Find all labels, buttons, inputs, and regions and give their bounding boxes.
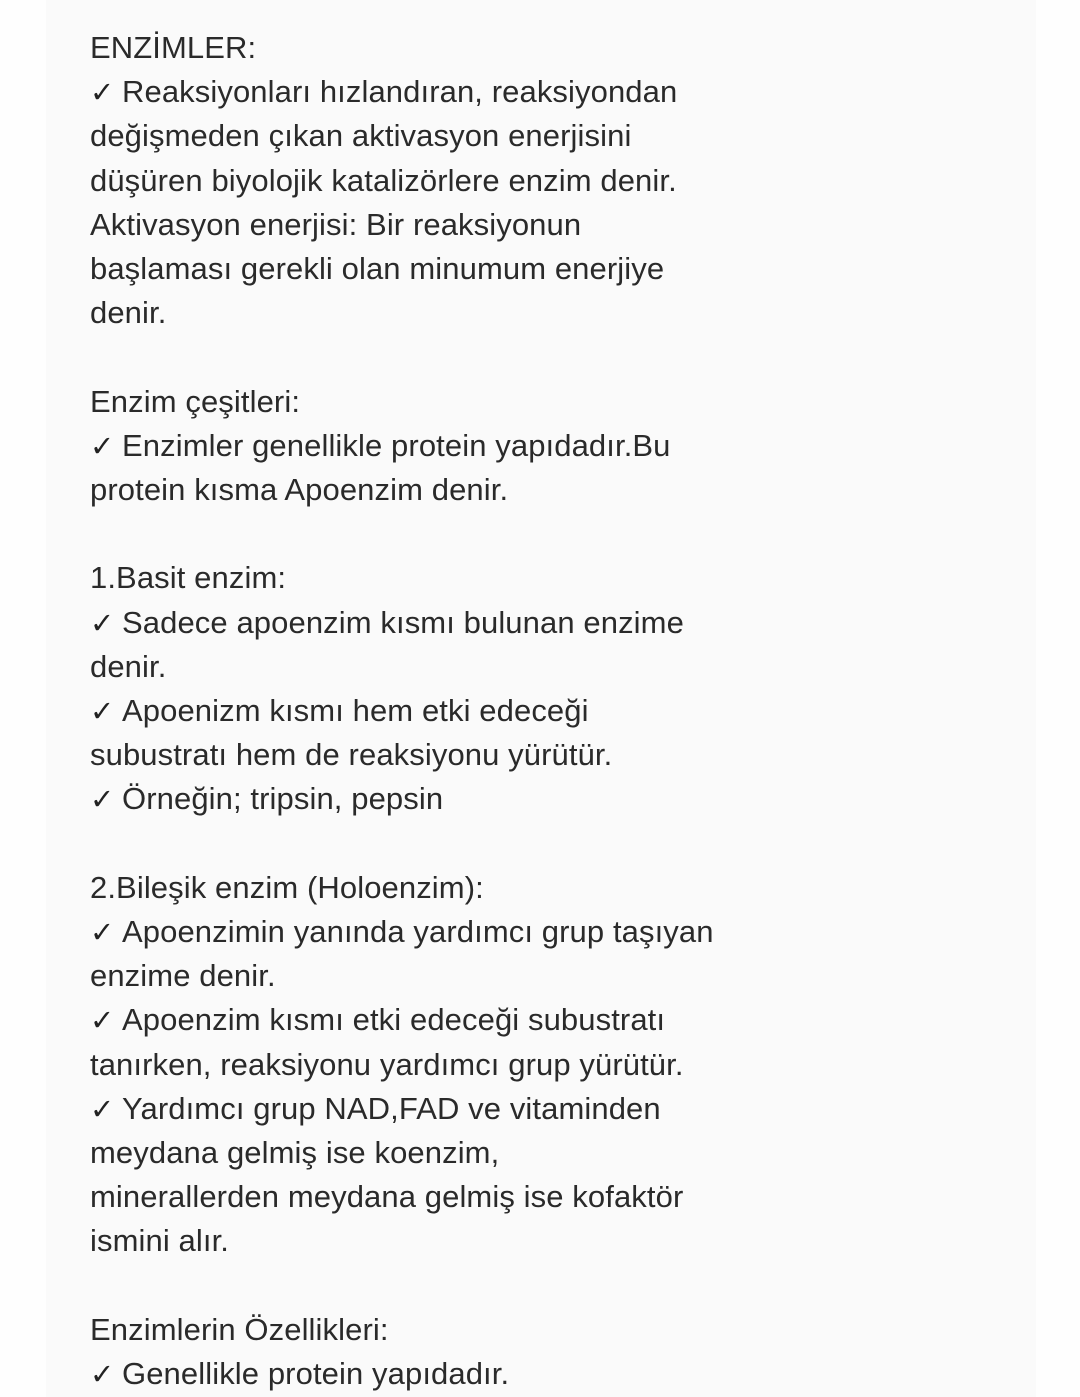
section-basit-enzim	[90, 556, 1050, 821]
section-heading: 2.Bileşik enzim (Holoenzim):	[90, 869, 484, 905]
bullet-text: tanırken, reaksiyonu yardımcı grup yürütür.	[90, 1046, 684, 1082]
check-icon: ✓	[90, 75, 115, 110]
bullet-text: Sadece apoenzim kısmı bulunan enzime	[122, 604, 684, 640]
document-content	[90, 26, 1050, 1396]
bullet-text: enzime denir.	[90, 958, 276, 994]
bullet-text: düşüren biyolojik katalizörlere enzim denir.	[90, 162, 677, 198]
section-heading: ENZİMLER:	[90, 30, 257, 65]
check-icon: ✓	[90, 1003, 115, 1038]
check-icon: ✓	[90, 428, 115, 463]
bullet-item	[90, 70, 1050, 335]
section-bilesik-enzim	[90, 866, 1050, 1264]
bullet-text: subustratı hem de reaksiyonu yürütür.	[90, 737, 613, 773]
bullet-item	[90, 601, 1050, 689]
bullet-item	[90, 689, 1050, 777]
bullet-item	[90, 777, 1050, 821]
bullet-text: Aktivasyon enerjisi: Bir reaksiyonun	[90, 206, 582, 242]
bullet-text: Apoenzim kısmı etki edeceği subustratı	[122, 1002, 666, 1038]
bullet-item	[90, 998, 1050, 1086]
bullet-item	[90, 1087, 1050, 1264]
section-heading: Enzimlerin Özellikleri:	[90, 1311, 389, 1347]
bullet-text: meydana gelmiş ise koenzim,	[90, 1135, 500, 1171]
section-enzim-cesitleri	[90, 380, 1050, 513]
bullet-item	[90, 424, 1050, 512]
section-enzim-ozellikleri	[90, 1308, 1050, 1396]
bullet-text: Apoenzimin yanında yardımcı grup taşıyan	[122, 914, 714, 950]
bullet-text: Apoenizm kısmı hem etki edeceği	[122, 693, 589, 729]
bullet-text: Örneğin; tripsin, pepsin	[122, 781, 444, 817]
bullet-text: denir.	[90, 295, 167, 331]
section-enzimler	[90, 26, 1050, 335]
check-icon: ✓	[90, 1357, 115, 1392]
bullet-text: protein kısma Apoenzim denir.	[90, 472, 509, 508]
bullet-text: denir.	[90, 648, 167, 684]
check-icon: ✓	[90, 915, 115, 950]
bullet-text: Enzimler genellikle protein yapıdadır.Bu	[122, 427, 671, 463]
check-icon: ✓	[90, 694, 115, 729]
section-heading: 1.Basit enzim:	[90, 560, 287, 596]
bullet-text: değişmeden çıkan aktivasyon enerjisini	[90, 118, 632, 154]
bullet-text: başlaması gerekli olan minumum enerjiye	[90, 251, 665, 287]
check-icon: ✓	[90, 782, 115, 817]
check-icon: ✓	[90, 1091, 115, 1126]
bullet-item	[90, 910, 1050, 998]
bullet-text: Genellikle protein yapıdadır.	[122, 1356, 510, 1392]
bullet-text: minerallerden meydana gelmiş ise kofaktör	[90, 1179, 684, 1215]
bullet-text: Reaksiyonları hızlandıran, reaksiyondan	[122, 74, 678, 110]
bullet-text: ismini alır.	[90, 1223, 230, 1259]
section-heading: Enzim çeşitleri:	[90, 383, 301, 419]
bullet-item	[90, 1352, 1050, 1396]
check-icon: ✓	[90, 605, 115, 640]
bullet-text: Yardımcı grup NAD,FAD ve vitaminden	[122, 1090, 661, 1126]
